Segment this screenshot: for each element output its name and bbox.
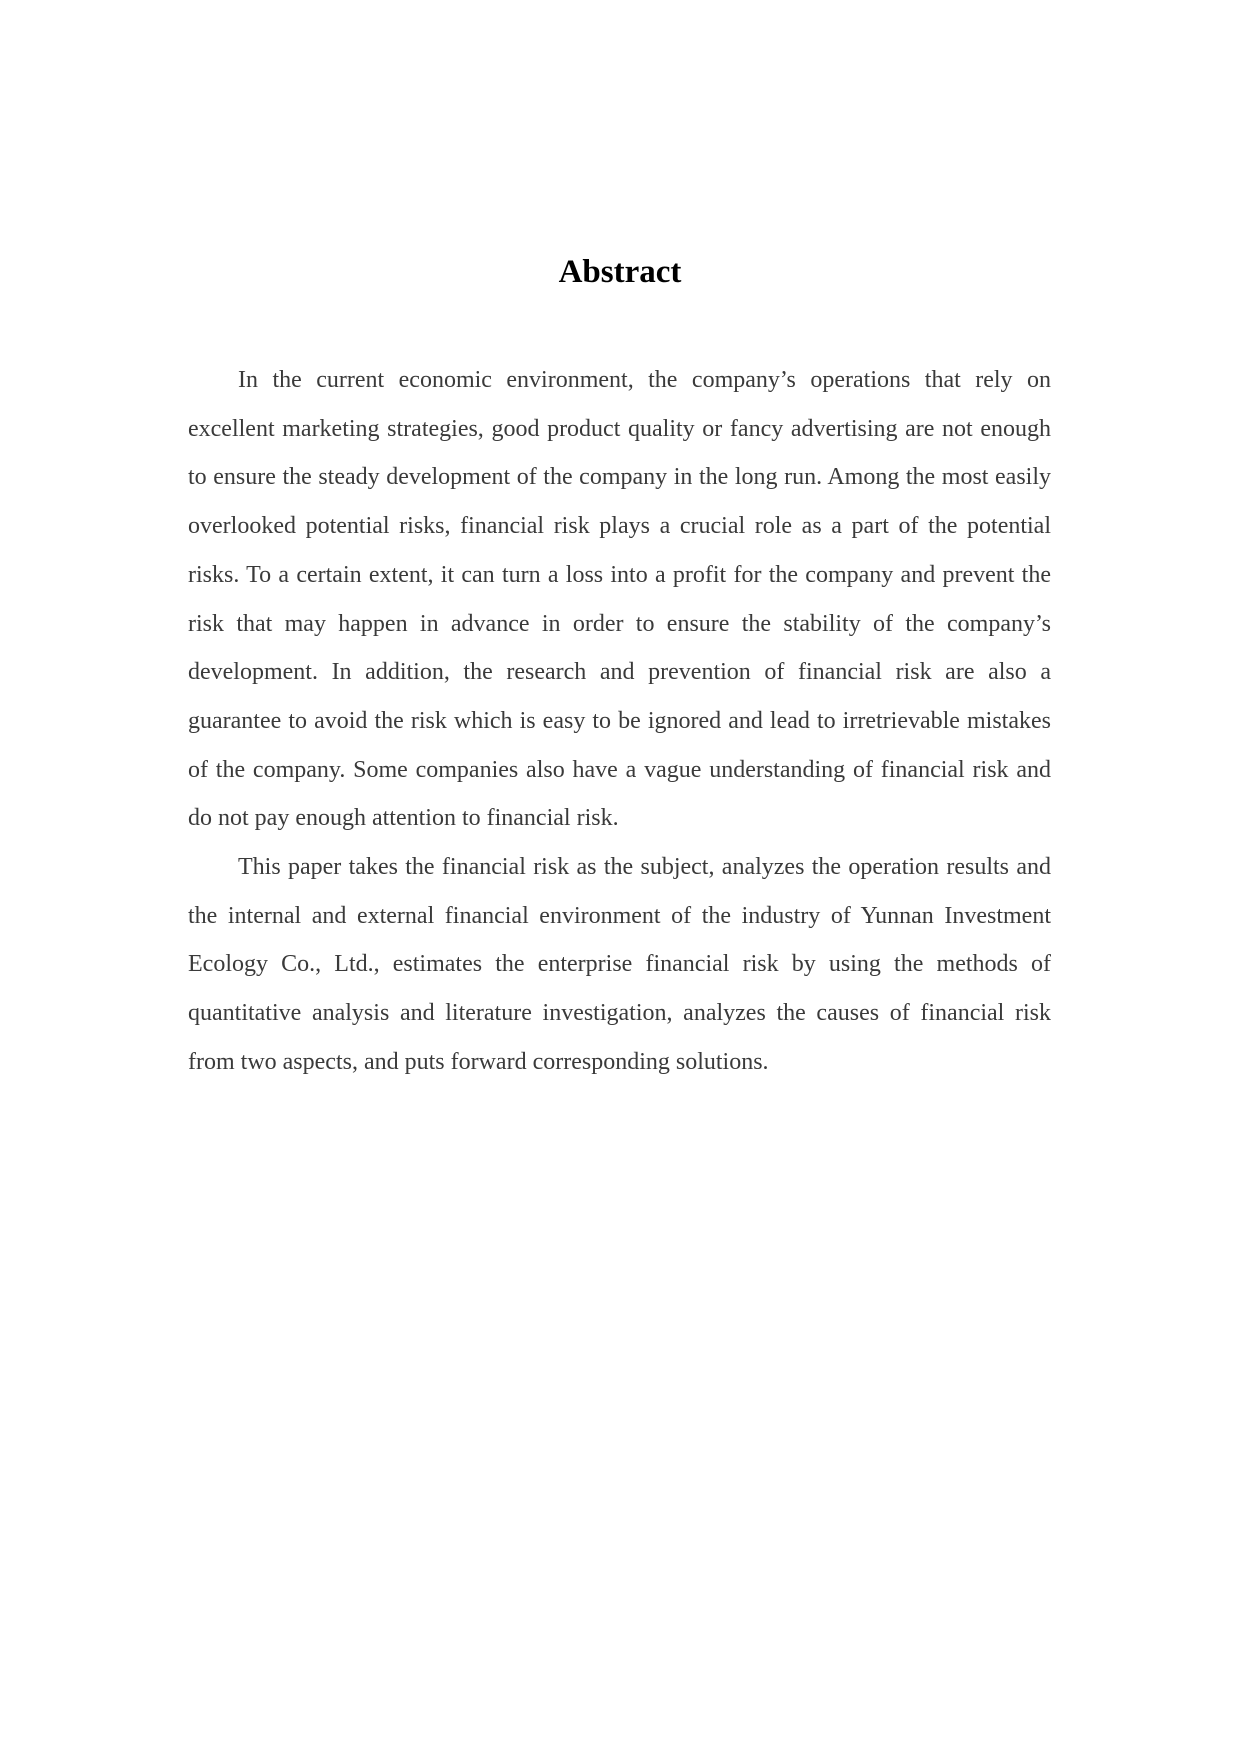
page-title: Abstract	[558, 254, 682, 290]
abstract-body	[188, 356, 1051, 1087]
abstract-paragraph-2: This paper takes the financial risk as the subject, analyzes the operation results and the internal and external financial environment of the industry of Yunnan Investment Ecology Co., Ltd., estimates the enterprise financial risk by using the methods of quantitative analysis and literature investigation, analyzes the causes of financial risk from two aspects, and puts forward corresponding solutions.	[188, 854, 1051, 1075]
abstract-paragraph-1: In the current economic environment, the company’s operations that rely on excellent marketing strategies, good product quality or fancy advertising are not enough to ensure the steady development of the company in the long run. Among the most easily overlooked potential risks, financial risk plays a crucial role as a part of the potential risks. To a certain extent, it can turn a loss into a profit for the company and prevent the risk that may happen in advance in order to ensure the stability of the company’s development. In addition, the research and prevention of financial risk are also a guarantee to avoid the risk which is easy to be ignored and lead to irretrievable mistakes of the company. Some companies also have a vague understanding of financial risk and do not pay enough attention to financial risk.	[188, 367, 1051, 832]
